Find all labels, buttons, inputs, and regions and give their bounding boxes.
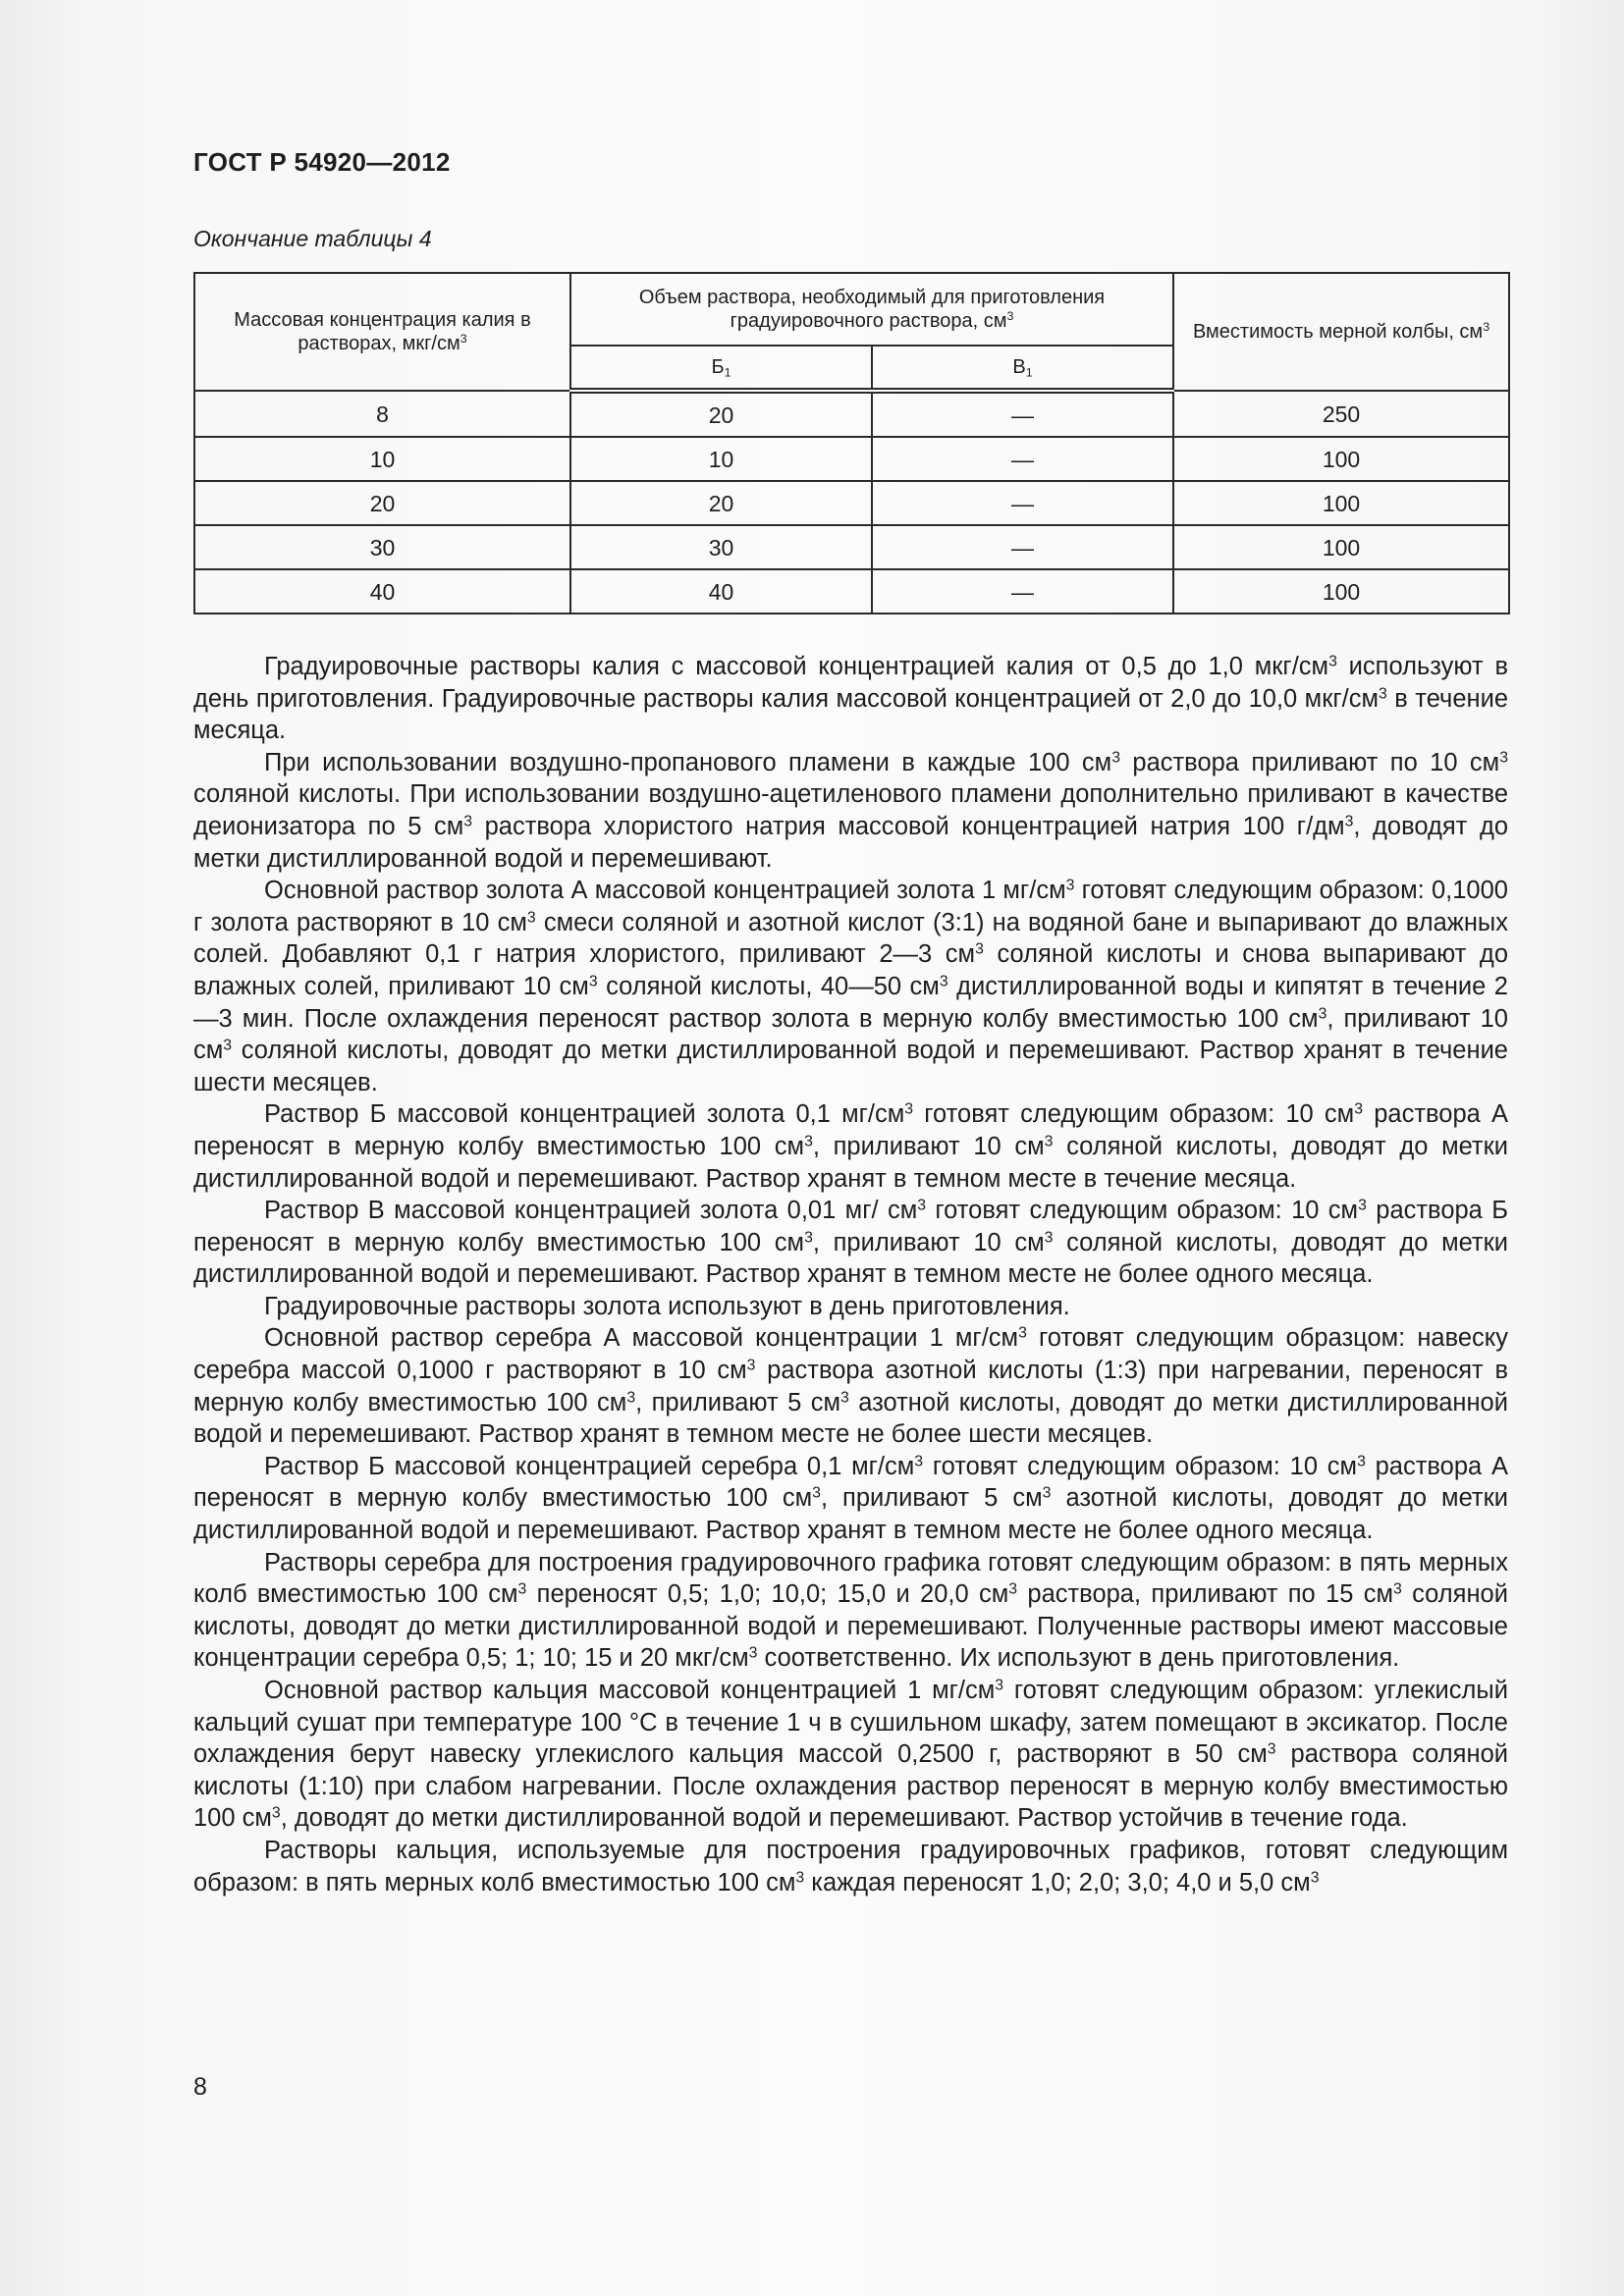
header-solution-b1: $Б_1$ [570, 346, 872, 391]
header-solution-volume: Объем раствора, необходимый для приготовления градуировочного раствора, $см^3$ [570, 273, 1173, 346]
paragraph: Раствор Б массовой концентрацией золота 0,1 $мг/см^3$ готовят следующим образом: 10 $см^3$ раствора А переносят в мерную колбу вместимостью 100 $см^3$, приливают 10 $см^3$ соляной кислоты, доводят до метки дистиллированной водой и перемешивают. Раствор хранят в темном месте в течение месяца. [193, 1100, 1509, 1193]
body-text [193, 651, 1508, 1898]
paragraph: Основной раствор серебра А массовой концентрации 1 $мг/см^3$ готовят следующим образцом: навеску серебра массой 0,1000 г растворяют в 10 $см^3$ раствора азотной кислоты (1:3) при нагревании, переносят в мерную колбу вместимостью 100 $см^3$, приливают 5 $см^3$ азотной кислоты, доводят до метки дистиллированной водой и перемешивают. Раствор хранят в темном месте не более шести месяцев. [193, 1324, 1509, 1449]
table-4 [193, 272, 1510, 614]
table-cell: — [872, 481, 1173, 525]
table-body [194, 391, 1509, 614]
table-cell: 20 [570, 391, 872, 437]
table-cell: — [872, 391, 1173, 437]
table-cell: — [872, 437, 1173, 481]
table-cell: 10 [194, 437, 570, 481]
table-row [194, 525, 1509, 569]
table-cell: 100 [1173, 481, 1509, 525]
table-cell: 100 [1173, 437, 1509, 481]
table-caption: Окончание таблицы 4 [193, 226, 432, 251]
paragraph: Основной раствор кальция массовой концентрацией 1 $мг/см^3$ готовят следующим образом: углекислый кальций сушат при температуре 100 °С в течение 1 ч в сушильном шкафу, затем помещают в эксикатор. После охлаждения берут навеску углекислого кальция массой 0,2500 г, растворяют в 50 $см^3$ раствора соляной кислоты (1:10) при слабом нагревании. После охлаждения раствор переносят в мерную колбу вместимостью 100 $см^3$, доводят до метки дистиллированной водой и перемешивают. Раствор устойчив в течение года. [193, 1677, 1508, 1833]
table-cell: 40 [194, 569, 570, 614]
table-cell: 20 [570, 481, 872, 525]
paragraph: Градуировочные растворы золота используют в день приготовления. [264, 1292, 1070, 1320]
header-solution-v1: $В_1$ [872, 346, 1173, 391]
paragraph: Основной раствор золота А массовой концентрацией золота 1 $мг/см^3$ готовят следующим образом: 0,1000 г золота растворяют в 10 $см^3$ смеси соляной и азотной кислот (3:1) на водяной бане и выпаривают до влажных солей. Добавляют 0,1 г натрия хлористого, приливают 2—3 $см^3$ соляной кислоты и снова выпаривают до влажных солей, приливают 10 $см^3$ соляной кислоты, 40—50 $см^3$ дистиллированной воды и кипятят в течение 2—3 мин. После охлаждения переносят раствор золота в мерную колбу вместимостью 100 $см^3$, приливают 10 $см^3$ соляной кислоты, доводят до метки дистиллированной водой и перемешивают. Раствор хранят в течение шести месяцев. [193, 877, 1508, 1096]
table-row [194, 569, 1509, 614]
table-cell: 40 [570, 569, 872, 614]
table-row [194, 391, 1509, 437]
table-cell: 250 [1173, 391, 1509, 437]
table-row [194, 481, 1509, 525]
header-potassium-concentration: Массовая концентрация калия в растворах, мкг/$см^3$ [194, 273, 570, 391]
table-cell: 30 [570, 525, 872, 569]
header-flask-capacity: Вместимость мерной колбы, $см^3$ [1173, 273, 1509, 391]
table-cell: 10 [570, 437, 872, 481]
paragraph: Растворы кальция, используемые для построения градуировочных графиков, готовят следующим образом: в пять мерных колб вместимостью 100 $см^3$ каждая переносят 1,0; 2,0; 3,0; 4,0 и 5,0 $см^3$ [193, 1836, 1508, 1896]
paragraph: Градуировочные растворы калия с массовой концентрацией калия от 0,5 до 1,0 мкг/$см^3$ используют в день приготовления. Градуировочные растворы калия массовой концентрацией от 2,0 до 10,0 мкг/$см^3$ в течение месяца. [193, 653, 1509, 745]
page-number: 8 [193, 2073, 207, 2101]
paragraph: Раствор В массовой концентрацией золота 0,01 мг/ $см^3$ готовят следующим образом: 10 $см^3$ раствора Б переносят в мерную колбу вместимостью 100 $см^3$, приливают 10 $см^3$ соляной кислоты, доводят до метки дистиллированной водой и перемешивают. Раствор хранят в темном месте не более одного месяца. [193, 1197, 1509, 1289]
table-cell: 100 [1173, 525, 1509, 569]
table-cell: 30 [194, 525, 570, 569]
paragraph: Растворы серебра для построения градуировочного графика готовят следующим образом: в пять мерных колб вместимостью 100 $см^3$ переносят 0,5; 1,0; 10,0; 15,0 и 20,0 $см^3$ раствора, приливают по 15 $см^3$ соляной кислоты, доводят до метки дистиллированной водой и перемешивают. Полученные растворы имеют массовые концентрации серебра 0,5; 1; 10; 15 и 20 мкг/$см^3$ соответственно. Их используют в день приготовления. [193, 1548, 1508, 1673]
table-cell: — [872, 525, 1173, 569]
table-row [194, 437, 1509, 481]
table-cell: 20 [194, 481, 570, 525]
table-cell: 8 [194, 391, 570, 437]
document-code-header: ГОСТ Р 54920—2012 [193, 147, 451, 177]
paragraph: При использовании воздушно-пропанового пламени в каждые 100 $см^3$ раствора приливают по 10 $см^3$ соляной кислоты. При использовании воздушно-ацетиленового пламени дополнительно приливают в качестве деионизатора по 5 $см^3$ раствора хлористого натрия массовой концентрацией натрия 100 $г/дм^3$, доводят до метки дистиллированной водой и перемешивают. [193, 748, 1509, 873]
paragraph: Раствор Б массовой концентрацией серебра 0,1 $мг/см^3$ готовят следующим образом: 10 $см^3$ раствора А переносят в мерную колбу вместимостью 100 $см^3$, приливают 5 $см^3$ азотной кислоты, доводят до метки дистиллированной водой и перемешивают. Раствор хранят в темном месте не более одного месяца. [193, 1452, 1508, 1545]
table-cell: — [872, 569, 1173, 614]
table-cell: 100 [1173, 569, 1509, 614]
